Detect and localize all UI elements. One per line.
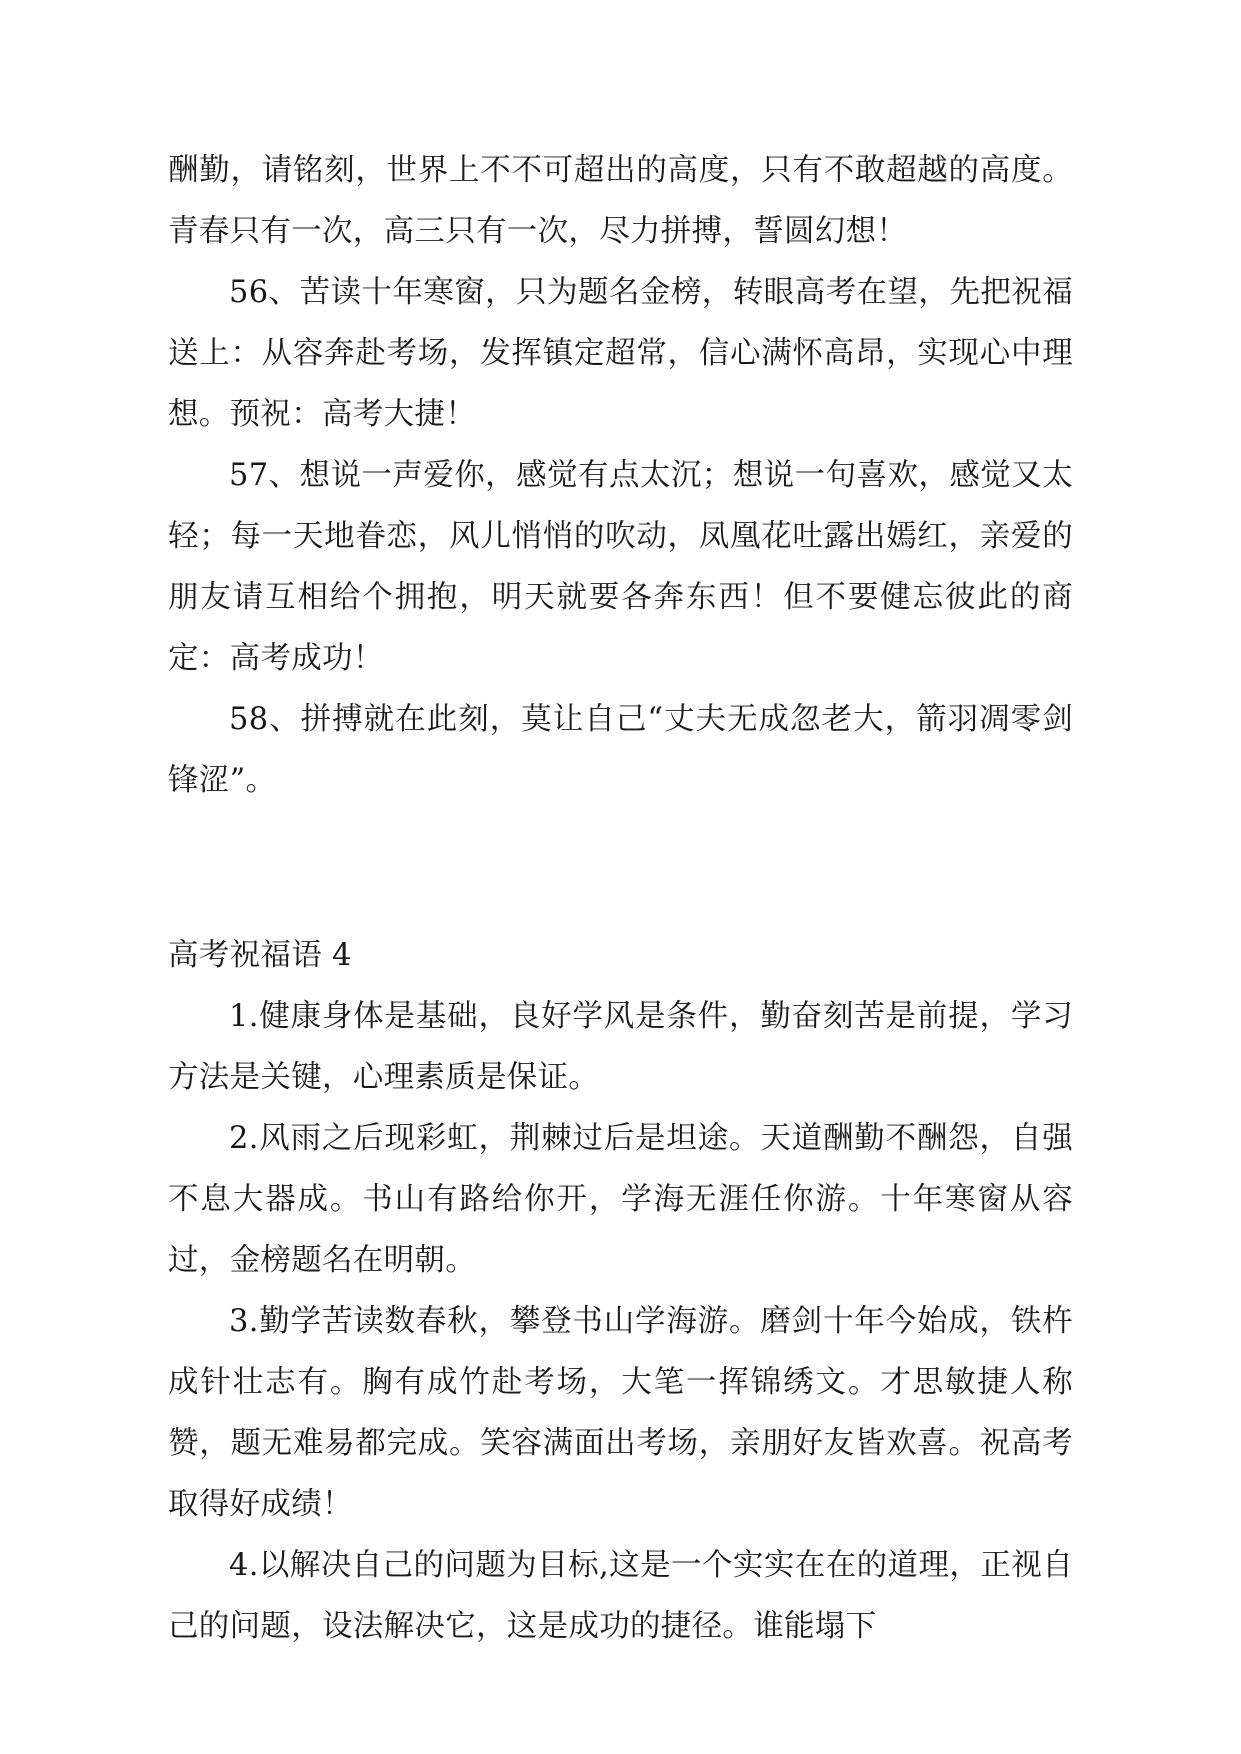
paragraph-continued: 酬勤，请铭刻，世界上不不可超出的高度，只有不敢超越的高度。青春只有一次，高三只有一次，尽力拼搏，誓圆幻想！ — [168, 153, 1073, 249]
document-body — [168, 140, 1073, 1657]
list-item-56: 56、苦读十年寒窗，只为题名金榜，转眼高考在望，先把祝福送上：从容奔赴考场，发挥镇定超常，信心满怀高昂，实现心中理想。预祝：高考大捷！ — [168, 275, 1073, 432]
section-title: 高考祝福语 4 — [168, 938, 352, 973]
section-item-3: 3.勤学苦读数春秋，攀登书山学海游。磨剑十年今始成，铁杵成针壮志有。胸有成竹赴考场，大笔一挥锦绣文。才思敏捷人称赞，题无难易都完成。笑容满面出考场，亲朋好友皆欢喜。祝高考取得好成绩！ — [168, 1304, 1073, 1522]
list-item-57: 57、想说一声爱你，感觉有点太沉；想说一句喜欢，感觉又太轻；每一天地眷恋，风儿悄悄的吹动，凤凰花吐露出嫣红，亲爱的朋友请互相给个拥抱，明天就要各奔东西！但不要健忘彼此的商定：高考成功！ — [168, 458, 1073, 676]
list-item-58: 58、拼搏就在此刻，莫让自己“丈夫无成忽老大，箭羽凋零剑锋涩”。 — [168, 702, 1073, 798]
section-item-4: 4.以解决自己的问题为目标,这是一个实实在在的道理，正视自己的问题，设法解决它，这是成功的捷径。谁能塌下 — [168, 1548, 1073, 1644]
section-item-1: 1.健康身体是基础，良好学风是条件，勤奋刻苦是前提，学习方法是关键，心理素质是保证。 — [168, 999, 1073, 1095]
section-spacer — [168, 811, 1073, 869]
section-item-2: 2.风雨之后现彩虹，荆棘过后是坦途。天道酬勤不酬怨，自强不息大器成。书山有路给你开，学海无涯任你游。十年寒窗从容过，金榜题名在明朝。 — [168, 1121, 1073, 1278]
